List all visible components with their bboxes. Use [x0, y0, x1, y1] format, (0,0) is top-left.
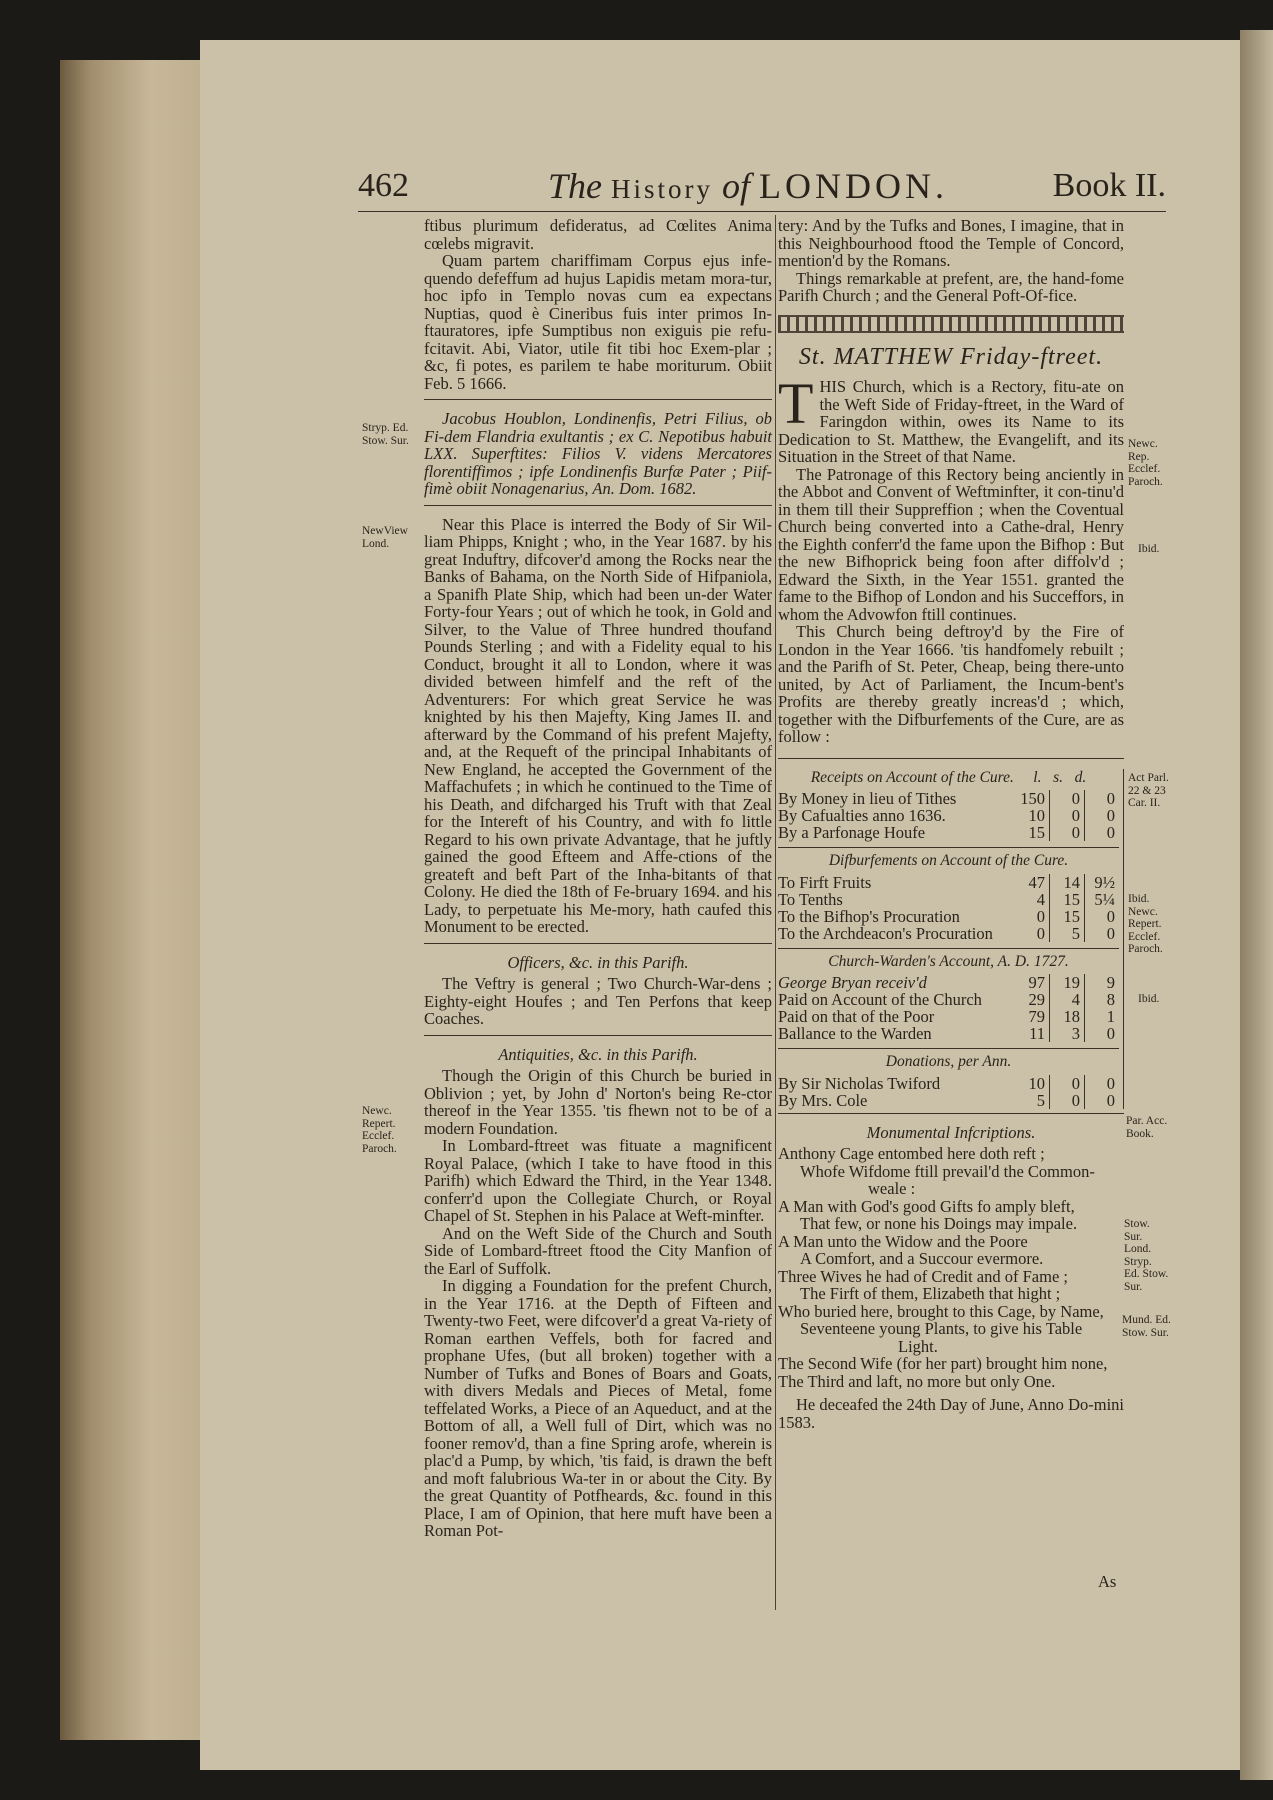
verse-line: Who buried here, brought to this Cage, by Name,: [778, 1301, 1104, 1321]
margin-note-right-7: Stow. Sur. Lond. Stryp. Ed. Stow. Sur.: [1124, 1218, 1169, 1293]
title-of: of: [722, 166, 751, 206]
receipts-account: [778, 769, 1124, 1109]
divider-rule: [424, 399, 772, 400]
antiquities-heading: Antiquities, &c. in this Parifh.: [498, 1044, 698, 1064]
table-row: [778, 991, 1119, 1008]
margin-note-right-8: Mund. Ed. Stow. Sur.: [1122, 1314, 1171, 1339]
row-s: 0: [1050, 807, 1085, 824]
row-label: Paid on Account of the Church: [778, 990, 982, 1009]
row-d: 0: [1106, 1090, 1115, 1110]
antiquities-para-1: Though the Origin of this Church be buried in Oblivion ; yet, by John d' Norton's being Re-ctor thereof in the Year 1355. 'tis fhewn not to be of a modern Foundation.: [424, 1066, 772, 1138]
row-s: 0: [1050, 1092, 1085, 1109]
divider-rule: [778, 948, 1119, 949]
row-s: 15: [1050, 908, 1085, 925]
row-label: To the Bifhop's Procuration: [778, 906, 960, 926]
donations-title: Donations, per Ann.: [885, 1053, 1012, 1070]
facing-page-edge: [1240, 30, 1273, 1780]
row-l: 5: [1009, 1092, 1050, 1109]
row-l: 47: [1009, 874, 1050, 891]
intro-paragraph: [778, 371, 1124, 466]
table-row: [778, 974, 1119, 991]
officers-text: The Veftry is general ; Two Church-War-dens ; Eighty-eight Houfes ; and Ten Perfons that keep Coaches.: [424, 974, 772, 1028]
col-s: s.: [1053, 768, 1064, 786]
table-row: [778, 824, 1119, 841]
verse-line: A Comfort, and a Succour evermore.: [800, 1249, 1044, 1268]
row-s: 3: [1050, 1025, 1085, 1042]
verse-line: The Third and laft, no more but only One.: [778, 1371, 1056, 1391]
row-s: 15: [1050, 891, 1085, 908]
title-history: History: [611, 174, 713, 204]
margin-note-left-1: Stryp. Ed. Stow. Sur.: [362, 422, 409, 447]
row-label: By Cafualties anno 1636.: [778, 806, 946, 825]
row-d: 0: [1106, 806, 1115, 825]
margin-note-right-2: Ibid.: [1138, 543, 1160, 555]
margin-note-right-6: Par. Acc. Book.: [1126, 1115, 1168, 1140]
ornament-band: [778, 315, 1124, 333]
row-l: 97: [1009, 974, 1050, 991]
divider-rule: [424, 1035, 772, 1036]
running-header: [358, 165, 1166, 212]
row-d: 0: [1106, 923, 1115, 943]
margin-note-right-5: Ibid.: [1138, 993, 1160, 1005]
table-row: [778, 1075, 1119, 1092]
row-s: 18: [1050, 1008, 1085, 1025]
row-s: 19: [1050, 974, 1085, 991]
row-s: 0: [1050, 1075, 1085, 1092]
verse-line: Light.: [898, 1336, 938, 1356]
disbursements-title: Difburfements on Account of the Cure.: [828, 852, 1069, 869]
verse-line: Seventeene young Plants, to give his Table: [800, 1319, 1083, 1338]
table-row: [778, 1092, 1119, 1109]
verse-line: A Man with God's good Gifts fo amply bleft,: [778, 1196, 1075, 1216]
verse-line: The Second Wife (for her part) brought him none,: [778, 1354, 1108, 1373]
row-label: To Firft Fruits: [778, 872, 872, 892]
margin-note-left-2: NewView Lond.: [362, 525, 408, 550]
verse-line: Anthony Cage entombed here doth reft ;: [778, 1144, 1045, 1163]
antiquities-para-3: And on the Weft Side of the Church and South Side of Lombard-ftreet ftood the City Manfion of the Earl of Suffolk.: [424, 1223, 772, 1278]
row-label: By Mrs. Cole: [778, 1090, 868, 1110]
warden-table: [778, 974, 1119, 1042]
col-d: d.: [1074, 768, 1087, 786]
column-divider: [775, 215, 776, 1610]
row-l: 0: [1009, 925, 1050, 942]
verse-line: Three Wives he had of Credit and of Fame ;: [778, 1266, 1068, 1286]
margin-note-right-4: Ibid. Newc. Repert. Ecclef. Paroch.: [1128, 893, 1163, 955]
row-label: George Bryan receiv'd: [778, 973, 927, 992]
row-d: 0: [1106, 906, 1115, 926]
row-d: 9½: [1094, 872, 1115, 892]
row-l: 29: [1009, 991, 1050, 1008]
divider-rule: [778, 847, 1119, 848]
row-s: 14: [1050, 874, 1085, 891]
row-label: By a Parfonage Houfe: [778, 823, 926, 842]
verse-line: That few, or none his Doings may impale.: [800, 1214, 1078, 1233]
remarkable-text: Things remarkable at prefent, are, the hand-fome Parifh Church ; and the General Poft-Of-fice.: [778, 268, 1124, 305]
table-row: [778, 874, 1119, 891]
divider-rule: [778, 1048, 1119, 1049]
officers-heading: Officers, &c. in this Parifh.: [507, 952, 689, 972]
epitaph-verse: [778, 1145, 1124, 1390]
catchword: As: [1098, 1572, 1117, 1591]
patronage-paragraph: The Patronage of this Rectory being anciently in the Abbot and Convent of Weftminfter, it con-tinu'd in them till their Suppreffion ; when the Coventual Church being converted into a Cathe-dral, Henry the Eighth conferr'd the fame upon the Bifhop : But the new Bifhoprick being foon after diffolv'd ; Edward the Sixth, in the Year 1551. granted the fame to the Bifhop of London and his Succeffors, in whom the Advowfon ftill continues.: [778, 464, 1124, 624]
destroyed-paragraph: This Church being deftroy'd by the Fire of London in the Year 1666. 'tis handfomely rebuilt ; and the Parifh of St. Peter, Cheap, being there-unto united, by Act of Parliament, the Incum-bent's Profits are thereby greatly increas'd ; which, together with the Difburfements of the Cure, are as follow :: [778, 622, 1124, 746]
row-l: 79: [1009, 1008, 1050, 1025]
book-page-edges: [60, 60, 210, 1740]
houblon-inscription: Jacobus Houblon, Londinenfis, Petri Filius, ob Fi-dem Flandria exultantis ; ex C. Nepotibus habuit LXX. Superftites: Filios V. videns Mercatores florentiffimos ; ipfe Londinenfis Burfæ Pater ; Piif-fimè obiit Nonagenarius, An. Dom. 1682.: [424, 409, 772, 498]
divider-rule: [778, 1113, 1124, 1114]
row-d: 0: [1106, 1073, 1115, 1093]
page-number: 462: [358, 167, 409, 204]
row-s: 0: [1050, 790, 1085, 807]
row-d: 9: [1106, 973, 1115, 992]
book-label: Book II.: [1052, 167, 1166, 204]
divider-rule: [778, 758, 1124, 759]
table-row: [778, 908, 1119, 925]
deceased-text: He deceafed the 24th Day of June, Anno Do-mini 1583.: [778, 1395, 1124, 1432]
pottery-text: tery: And by the Tufks and Bones, I imagine, that in this Neighbourhood ftood the Temple of Concord, mention'd by the Romans.: [778, 216, 1124, 270]
row-s: 5: [1050, 925, 1085, 942]
row-d: 5¼: [1094, 889, 1115, 909]
drop-cap: T: [778, 371, 814, 436]
antiquities-para-4: In digging a Foundation for the prefent Church, in the Year 1716. at the Depth of Fifteen and Twenty-two Feet, were difcover'd a great Va-riety of Roman earthen Veffels, both for facred and prophane Ufes, (but all broken) together with a Number of Tufks and Bones of Boars and Goats, with divers Medals and Pieces of Metal, fome teffelated Works, a Piece of an Aqueduct, and at the Bottom of all, a Well full of Dirt, which was no fooner remov'd, than a fine Spring arofe, wherein is plac'd a Pump, by which, 'tis faid, is drawn the beft and moft falubrious Wa-ter in or about the City. By the great Quantity of Potfheards, &c. found in this Place, I am of Opinion, that here muft have been a Roman Pot-: [424, 1276, 772, 1540]
row-d: 0: [1106, 823, 1115, 842]
title-london: LONDON.: [759, 166, 948, 206]
col-l: l.: [1033, 768, 1042, 786]
row-label: To the Archdeacon's Procuration: [778, 923, 993, 943]
row-d: 0: [1106, 1024, 1115, 1043]
table-row: [778, 790, 1119, 807]
right-column: [778, 217, 1124, 1431]
verse-line: A Man unto the Widow and the Poore: [778, 1231, 1028, 1251]
row-l: 11: [1009, 1025, 1050, 1042]
receipts-title: [778, 769, 1119, 787]
warden-title: Church-Warden's Account, A. D. 1727.: [828, 952, 1069, 970]
phipps-paragraph: Near this Place is interred the Body of Sir Wil-liam Phipps, Knight ; who, in the Year 1687. by his great Induftry, difcover'd among the Rocks near the Banks of Bahama, on the North Side of Hifpaniola, a Spanifh Plate Ship, which had been un-der Water Forty-four Years ; out of which he took, in Gold and Silver, to the Value of Three hundred thoufand Pounds Sterling ; and with a Fidelity equal to his Conduct, brought it all to London, where it was divided between himfelf and the reft of the Adventurers: For which great Service he was knighted by his then Majefty, King James II. and afterward by the Command of his prefent Majefty, and, at the Requeft of the principal Inhabitants of New England, he accepted the Government of the Maffachufets ; in which he continued to the Time of his Death, and difcharged his Truft with that Zeal for the Intereft of his Country, and with fo little Regard to his own private Advantage, that he juftly gained the good Efteem and Affe-ctions of the greateft and beft Part of the Inha-bitants of that Colony. He died the 18th of Fe-bruary 1694. and his Lady, to perpetuate his Me-mory, hath caufed this Monument to be erected.: [424, 514, 772, 936]
divider-rule: [424, 505, 772, 506]
row-l: 4: [1009, 891, 1050, 908]
receipts-table: [778, 790, 1119, 841]
verse-line: The Firft of them, Elizabeth that hight ;: [800, 1284, 1061, 1303]
page-title: [548, 165, 948, 207]
intro-text: HIS Church, which is a Rectory, fitu-ate on the Weft Side of Friday-ftreet, in the Ward of Faringdon within, owes its Name to its Dedication to St. Matthew, the Evangelift, and its Situation in the Street of that Name.: [778, 377, 1124, 466]
verse-line: weale :: [868, 1179, 916, 1198]
left-column: [424, 217, 772, 1540]
row-d: 8: [1106, 990, 1115, 1009]
st-matthew-heading: St. MATTHEW Friday-ftreet.: [798, 343, 1104, 370]
row-label: To Tenths: [778, 889, 843, 909]
monumental-heading: Monumental Infcriptions.: [866, 1122, 1036, 1142]
divider-rule: [424, 943, 772, 944]
margin-note-left-3: Newc. Repert. Ecclef. Paroch.: [362, 1105, 397, 1155]
receipts-title-text: Receipts on Account of the Cure.: [810, 768, 1014, 786]
margin-note-right-3: Act Parl. 22 & 23 Car. II.: [1128, 772, 1169, 809]
row-label: By Sir Nicholas Twiford: [778, 1073, 941, 1093]
row-label: Ballance to the Warden: [778, 1024, 932, 1043]
title-the: The: [548, 166, 602, 206]
latin-text-1: ftibus plurimum defideratus, ad Cœlites Anima cœlebs migravit.: [424, 216, 772, 253]
row-s: 4: [1050, 991, 1085, 1008]
row-l: 0: [1009, 908, 1050, 925]
disbursements-table: [778, 874, 1119, 942]
row-label: Paid on that of the Poor: [778, 1007, 935, 1026]
table-row: [778, 807, 1119, 824]
table-row: [778, 925, 1119, 942]
table-row: [778, 1025, 1119, 1042]
table-row: [778, 891, 1119, 908]
row-s: 0: [1050, 824, 1085, 841]
row-l: 10: [1009, 1075, 1050, 1092]
row-d: 1: [1106, 1007, 1115, 1026]
table-row: [778, 1008, 1119, 1025]
row-l: 10: [1009, 807, 1050, 824]
row-l: 15: [1009, 824, 1050, 841]
donations-table: [778, 1075, 1119, 1109]
latin-text-2: Quam partem chariffimam Corpus ejus infe-quendo defeffum ad hujus Lapidis metam mora-tur, hoc ipfo in Templo novas cum ea expectans Nuptias, quod è Cineribus fuis inter primos In-ftauratores, ipfe Sumptibus non exiguis pie refu-fcitavit. Abi, Viator, utile fit tibi hoc Exem-plar ; &c, fi potes, es parilem te habe moriturum. Obiit Feb. 5 1666.: [424, 251, 772, 393]
antiquities-para-2: In Lombard-ftreet was fituate a magnificent Royal Palace, (which I take to have ftood in this Parifh) which Edward the Third, in the Year 1348. conferr'd upon the Collegiate Church, or Royal Chapel of St. Stephen in his Palace at Weft-minfter.: [424, 1136, 772, 1225]
row-label: By Money in lieu of Tithes: [778, 789, 957, 808]
row-d: 0: [1106, 789, 1115, 808]
row-l: 150: [1009, 790, 1050, 807]
margin-note-right-1: Newc. Rep. Ecclef. Paroch.: [1128, 438, 1163, 488]
verse-line: Whofe Wifdome ftill prevail'd the Common-: [800, 1161, 1095, 1181]
